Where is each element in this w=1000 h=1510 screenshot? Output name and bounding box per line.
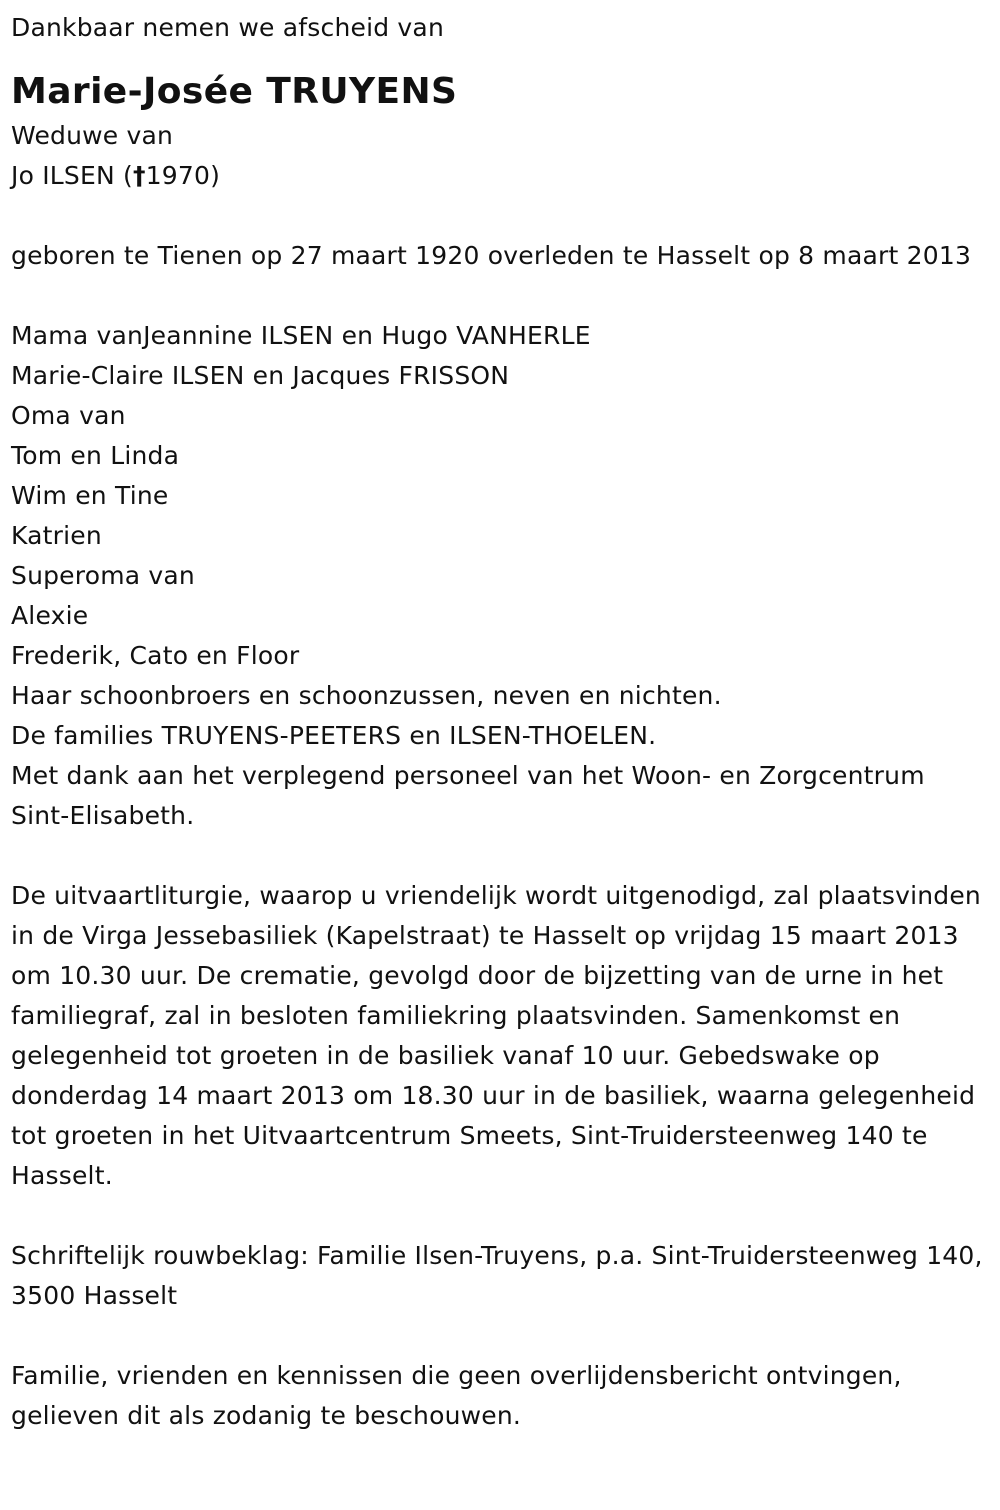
family-line: Tom en Linda [11, 441, 180, 470]
birth-death-text: geboren te Tienen op 27 maart 1920 overleden te Hasselt op 8 maart 2013 [11, 241, 972, 270]
spacer [11, 276, 990, 316]
family-line: Mama vanJeannine ILSEN en Hugo VANHERLE [11, 321, 591, 350]
spacer [11, 1196, 990, 1236]
family-line: Marie-Claire ILSEN en Jacques FRISSON [11, 361, 510, 390]
closing-text: Familie, vrienden en kennissen die geen overlijdensbericht ontvingen, gelieven dit als zodanig te beschouwen. [11, 1361, 902, 1430]
family-line: Katrien [11, 521, 102, 550]
spacer [11, 1316, 990, 1356]
spouse-label: Weduwe van [11, 121, 174, 150]
family-line: Haar schoonbroers en schoonzussen, neven en nichten. [11, 681, 722, 710]
family-line: Wim en Tine [11, 481, 169, 510]
family-line: De families TRUYENS-PEETERS en ILSEN-THOELEN. [11, 721, 657, 750]
family-line: Alexie [11, 601, 89, 630]
cross-icon: † [132, 161, 146, 190]
funeral-details: De uitvaartliturgie, waarop u vriendelijk wordt uitgenodigd, zal plaatsvinden in de Virga Jessebasiliek (Kapelstraat) te Hasselt op vrijdag 15 maart 2013 om 10.30 uur. De crematie, gevolgd door de bijzetting van de urne in het familiegraf, zal in besloten familiekring plaatsvinden. Samenkomst en gelegenheid tot groeten in de basiliek vanaf 10 uur. Gebedswake op donderdag 14 maart 2013 om 18.30 uur in de basiliek, waarna gelegenheid tot groeten in het Uitvaartcentrum Smeets, Sint-Truidersteenweg 140 te Hasselt. [11, 881, 981, 1190]
family-line: Oma van [11, 401, 126, 430]
deceased-name: Marie-Josée TRUYENS [11, 71, 458, 112]
spacer [11, 836, 990, 876]
thanks-text: Met dank aan het verplegend personeel van het Woon- en Zorgcentrum Sint-Elisabeth. [11, 761, 925, 830]
spouse-death-year: 1970) [145, 161, 221, 190]
spouse-name-prefix: Jo ILSEN ( [11, 161, 133, 190]
condolence-address: Schriftelijk rouwbeklag: Familie Ilsen-Truyens, p.a. Sint-Truidersteenweg 140, 3500 Hasselt [11, 1241, 983, 1310]
family-line: Frederik, Cato en Floor [11, 641, 300, 670]
intro-text: Dankbaar nemen we afscheid van [11, 13, 444, 42]
spacer [11, 196, 990, 236]
spouse-name [11, 156, 990, 196]
family-line: Superoma van [11, 561, 195, 590]
